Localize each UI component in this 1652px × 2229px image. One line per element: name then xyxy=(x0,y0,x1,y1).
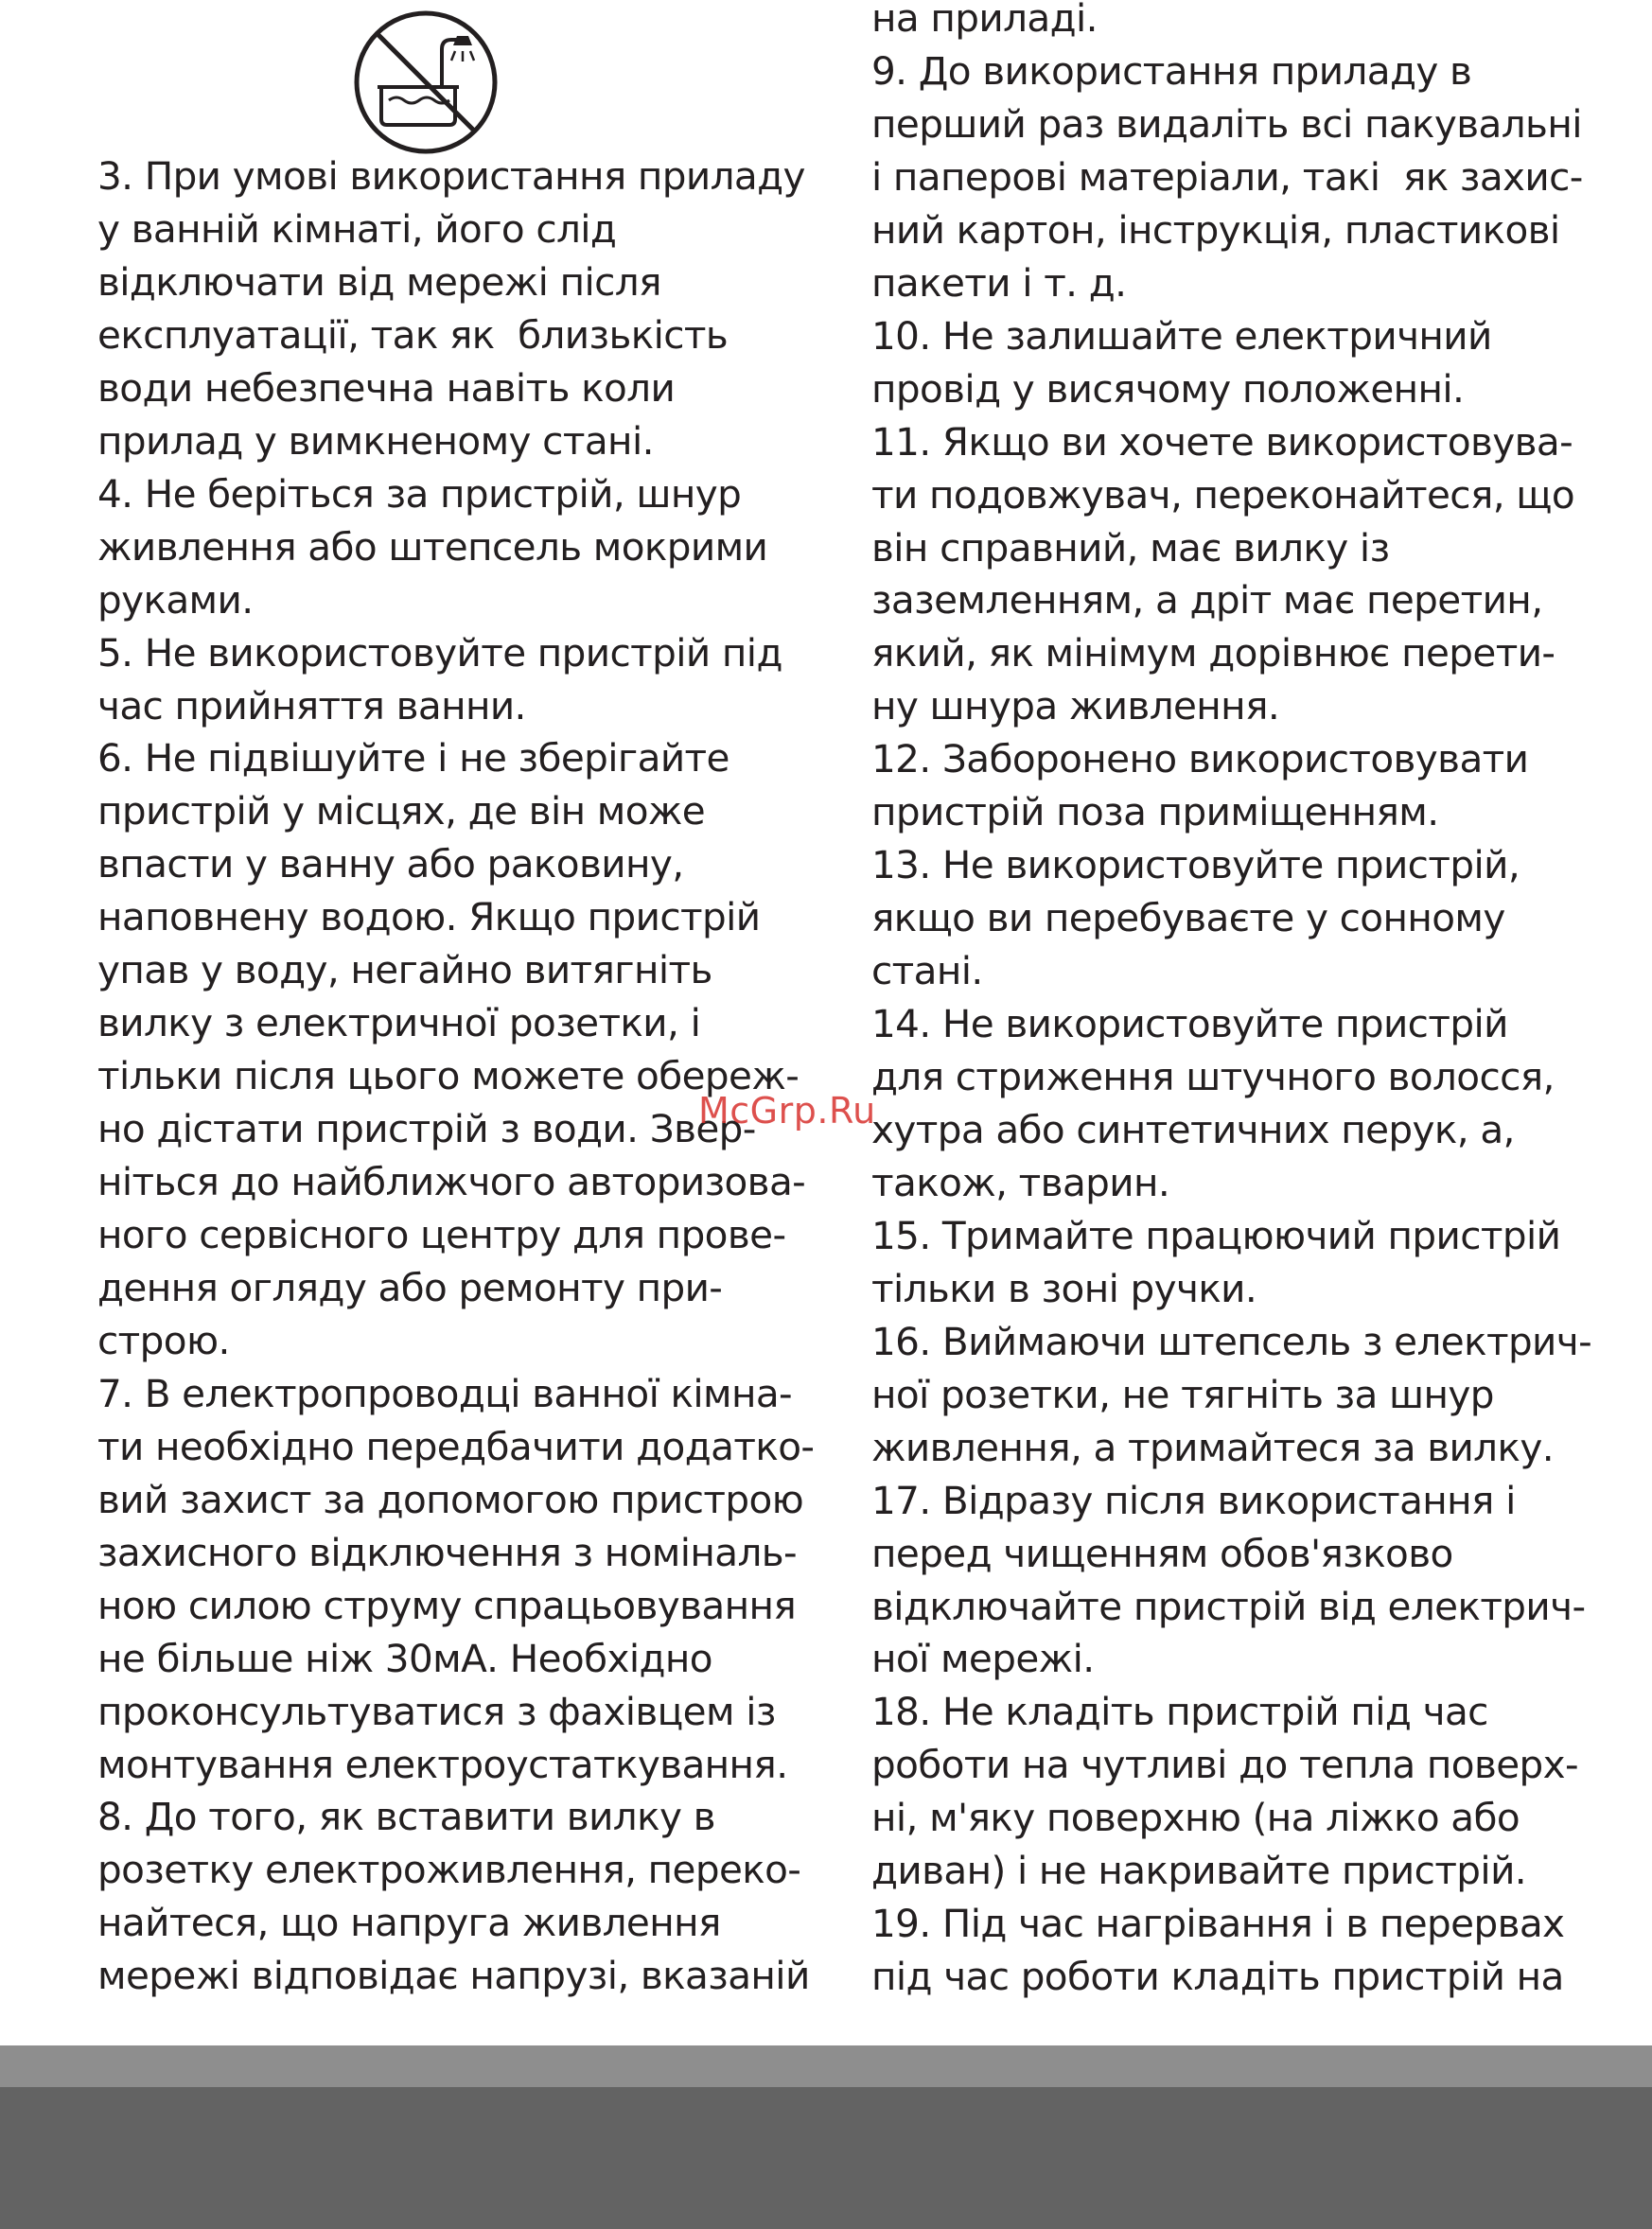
text-line: 9. До використання приладу в xyxy=(871,47,1472,94)
text-line: диван) і не накривайте пристрій. xyxy=(871,1848,1527,1894)
text-line: 14. Не використовуйте пристрій xyxy=(871,1001,1508,1047)
text-line: дення огляду або ремонту при- xyxy=(97,1264,723,1310)
text-line: який, як мінімум дорівнює перети- xyxy=(871,630,1555,676)
text-line: пристрій поза приміщенням. xyxy=(871,789,1439,835)
text-line: ний картон, інструкція, пластикові xyxy=(871,206,1560,253)
text-line: роботи на чутливі до тепла поверх- xyxy=(871,1742,1579,1788)
text-line: вий захист за допомогою пристрою xyxy=(97,1476,804,1522)
text-line: перед чищенням обов'язково xyxy=(871,1530,1453,1576)
text-line: провід у висячому положенні. xyxy=(871,365,1465,412)
text-line: 4. Не беріться за пристрій, шнур xyxy=(97,470,742,517)
footer-band-dark xyxy=(0,2087,1652,2229)
text-line: ніться до найближчого авторизова- xyxy=(97,1159,806,1205)
text-line: но дістати пристрій з води. Звер- xyxy=(97,1106,756,1152)
text-line: для стриження штучного волосся, xyxy=(871,1054,1555,1099)
text-line: на приладі. xyxy=(871,0,1098,41)
text-line: відключати від мережі після xyxy=(97,258,661,305)
text-line: 3. При умові використання приладу xyxy=(97,153,805,199)
text-line: він справний, має вилку із xyxy=(871,524,1390,570)
text-line: 6. Не підвішуйте і не зберігайте xyxy=(97,735,729,781)
text-line: 19. Під час нагрівання і в перервах xyxy=(871,1901,1565,1947)
text-line: живлення, а тримайтеся за вилку. xyxy=(871,1424,1554,1470)
text-line: 13. Не використовуйте пристрій, xyxy=(871,842,1520,888)
text-line: води небезпечна навіть коли xyxy=(97,364,676,411)
text-line: і паперові матеріали, такі як захис- xyxy=(871,153,1583,200)
text-line: ну шнура живлення. xyxy=(871,683,1280,729)
text-line: не більше ніж 30мА. Необхідно xyxy=(97,1635,712,1681)
text-line: експлуатації, так як близькість xyxy=(97,311,729,358)
text-line: монтування електроустаткування. xyxy=(97,1741,788,1787)
text-line: 11. Якщо ви хочете використовува- xyxy=(871,418,1573,465)
no-bath-icon xyxy=(351,8,501,157)
text-line: мережі відповідає напрузі, вказаній xyxy=(97,1953,810,1999)
text-line: 5. Не використовуйте пристрій під xyxy=(97,629,782,676)
text-line: 10. Не залишайте електричний xyxy=(871,312,1492,359)
text-line: упав у воду, негайно витягніть xyxy=(97,947,712,993)
text-line: ти необхідно передбачити додатко- xyxy=(97,1423,815,1469)
text-line: ної розетки, не тягніть за шнур xyxy=(871,1371,1494,1417)
text-line: пакети і т. д. xyxy=(871,259,1127,306)
text-line: впасти у ванну або раковину, xyxy=(97,841,684,887)
text-line: живлення або штепсель мокрими xyxy=(97,523,768,570)
text-line: тільки в зоні ручки. xyxy=(871,1265,1257,1311)
text-line: ти подовжувач, переконайтеся, що xyxy=(871,471,1575,518)
text-line: пристрій у місцях, де він може xyxy=(97,788,706,834)
text-line: 17. Відразу після використання і xyxy=(871,1477,1516,1523)
watermark: McGrp.Ru xyxy=(698,1090,876,1132)
text-line: 8. До того, як вставити вилку в xyxy=(97,1794,715,1840)
text-line: наповнену водою. Якщо пристрій xyxy=(97,894,761,940)
text-line: 7. В електропроводці ванної кімна- xyxy=(97,1370,793,1416)
text-line: під час роботи кладіть пристрій на xyxy=(871,1954,1564,2000)
text-line: тільки після цього можете обереж- xyxy=(97,1053,800,1099)
text-line: ні, м'яку поверхню (на ліжко або xyxy=(871,1795,1520,1841)
text-line: найтеся, що напруга живлення xyxy=(97,1900,721,1946)
text-line: стані. xyxy=(871,948,983,994)
text-line: також, тварин. xyxy=(871,1159,1170,1205)
text-line: перший раз видаліть всі пакувальні xyxy=(871,100,1582,147)
text-line: відключайте пристрій від електрич- xyxy=(871,1583,1586,1629)
text-line: ною силою струму спрацьовування xyxy=(97,1582,797,1628)
text-line: вилку з електричної розетки, і xyxy=(97,1000,701,1046)
text-line: прилад у вимкненому стані. xyxy=(97,417,654,464)
text-line: заземленням, а дріт має перетин, xyxy=(871,577,1543,623)
text-line: розетку електроживлення, переко- xyxy=(97,1847,801,1893)
text-line: захисного відключення з номіналь- xyxy=(97,1529,798,1575)
text-line: 18. Не кладіть пристрій під час xyxy=(871,1689,1488,1735)
text-line: проконсультуватися з фахівцем із xyxy=(97,1688,776,1734)
text-line: ного сервісного центру для прове- xyxy=(97,1212,786,1257)
text-line: час прийняття ванни. xyxy=(97,682,526,728)
footer-band-light xyxy=(0,2045,1652,2087)
text-line: ної мережі. xyxy=(871,1636,1095,1682)
text-line: 12. Заборонено використовувати xyxy=(871,736,1529,782)
text-line: якщо ви перебуваєте у сонному xyxy=(871,895,1505,941)
text-line: у ванній кімнаті, його слід xyxy=(97,205,617,252)
text-line: хутра або синтетичних перук, а, xyxy=(871,1106,1515,1152)
text-line: 15. Тримайте працюючий пристрій xyxy=(871,1212,1561,1258)
text-line: 16. Виймаючи штепсель з електрич- xyxy=(871,1318,1592,1364)
text-line: руками. xyxy=(97,576,254,623)
text-line: строю. xyxy=(97,1317,230,1363)
